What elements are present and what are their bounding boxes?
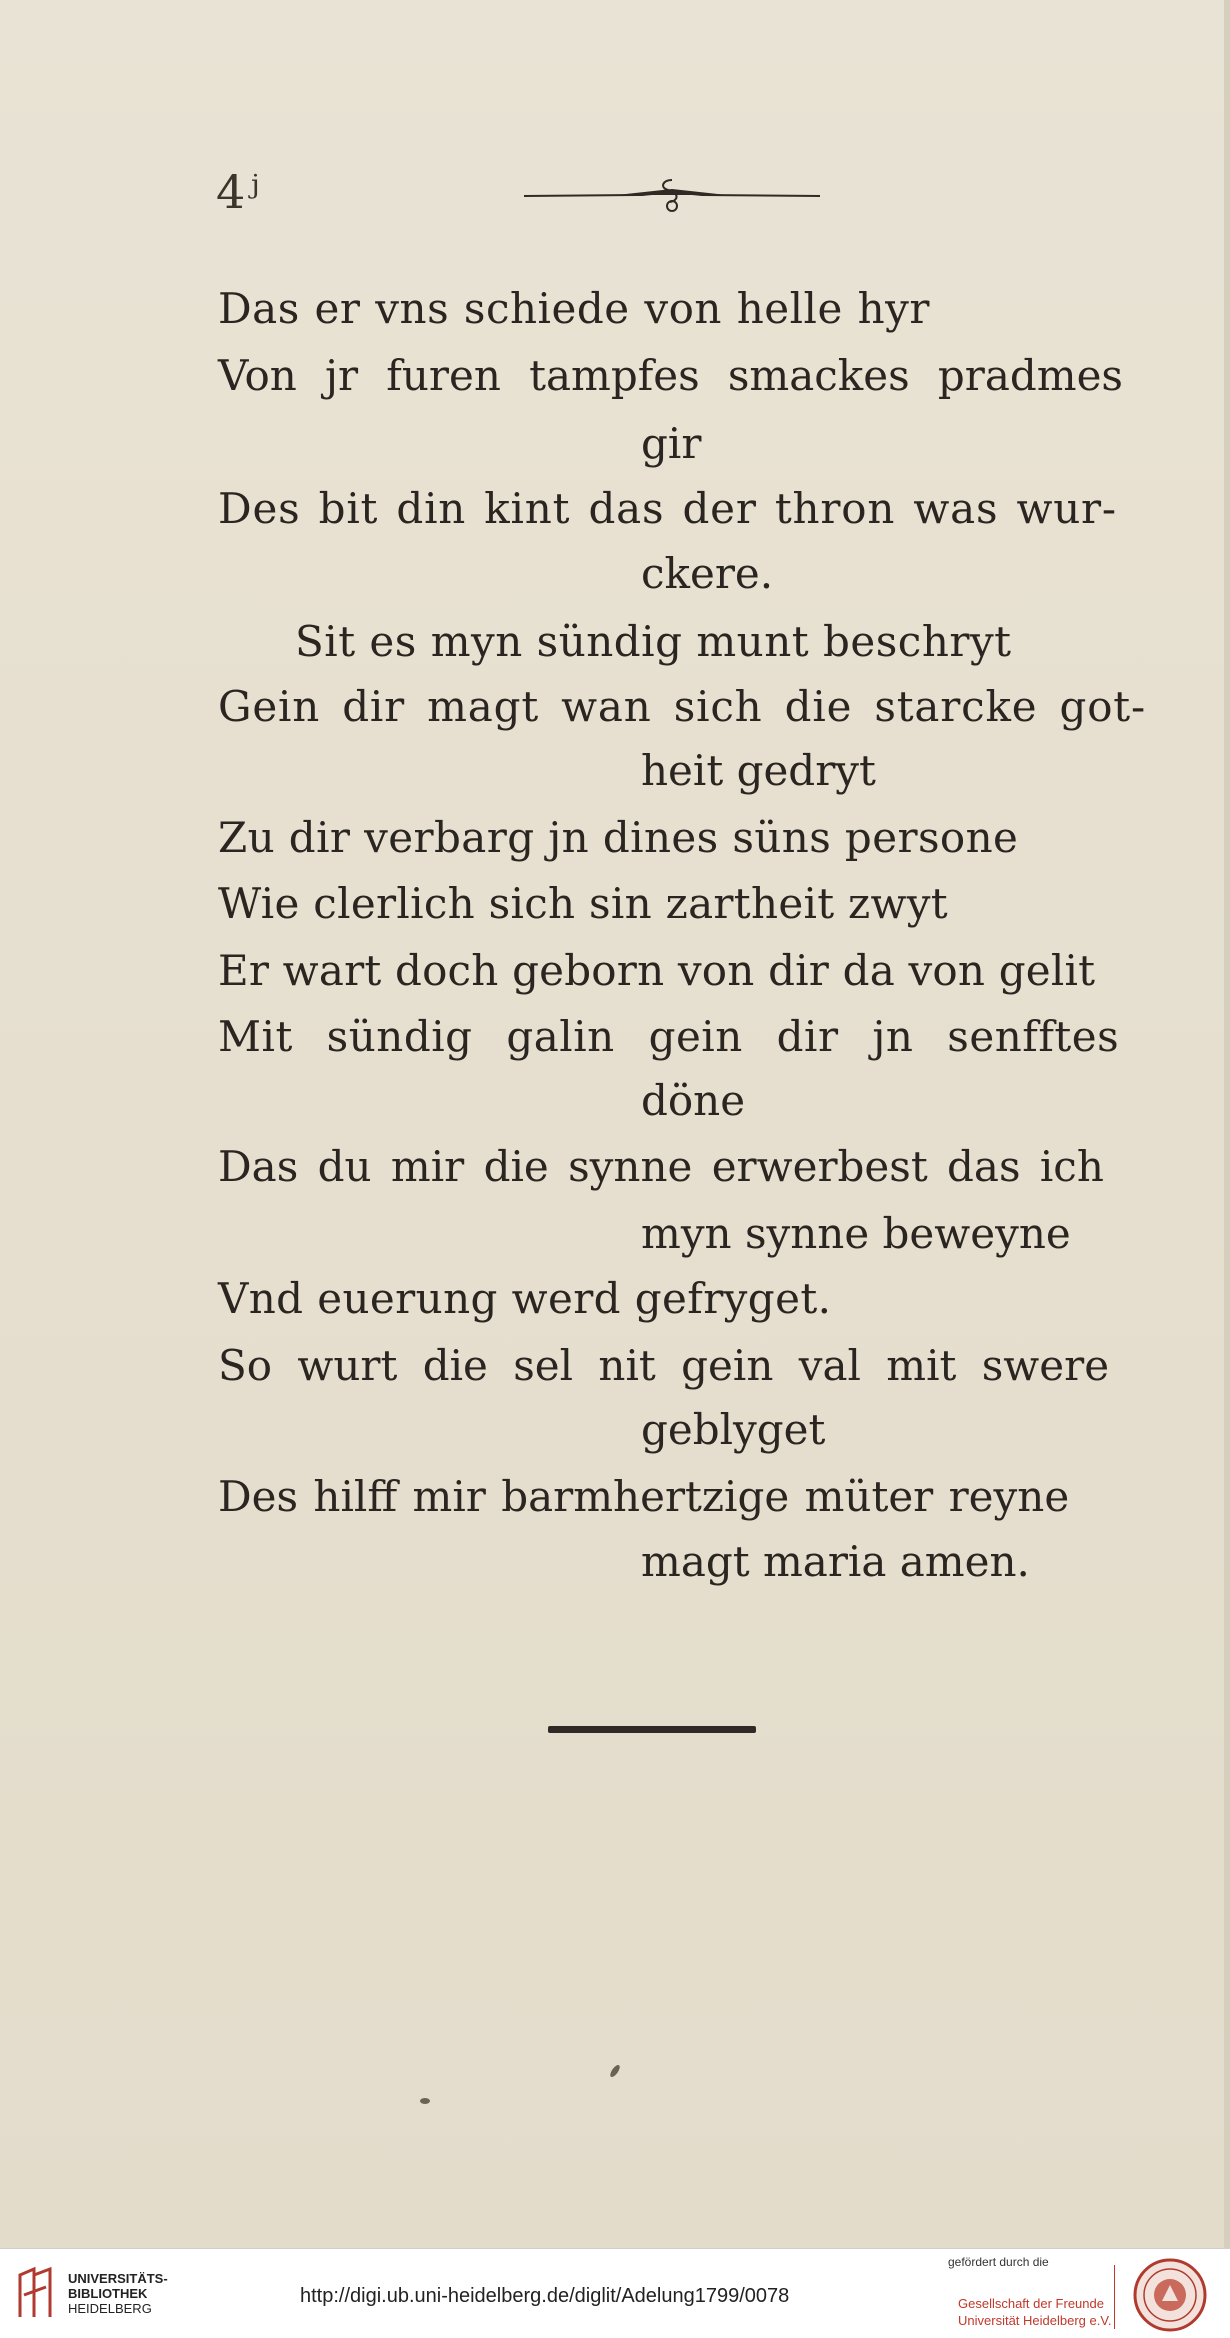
poem-line: gir	[641, 419, 702, 468]
university-seal-icon	[1132, 2257, 1208, 2333]
permalink[interactable]: http://digi.ub.uni-heidelberg.de/diglit/Adelung1799/0078	[300, 2285, 790, 2307]
poem-line: Des hilff mir barmhertzige müter reyne	[218, 1472, 1070, 1521]
poem-line: Vnd euerung werd gefryget.	[218, 1274, 832, 1323]
poem-line: Er wart doch geborn von dir da von gelit	[218, 946, 1096, 995]
poem-line: magt maria amen.	[641, 1537, 1030, 1586]
closing-rule	[548, 1726, 756, 1733]
poem-line: geblyget	[641, 1405, 826, 1454]
library-name	[68, 2271, 168, 2316]
sponsor-line: Universität Heidelberg e.V.	[958, 2313, 1112, 2328]
poem-line: Sit es myn sündig munt beschryt	[295, 617, 1012, 666]
poem-line: ckere.	[641, 549, 774, 598]
library-name-line: HEIDELBERG	[68, 2301, 152, 2316]
sponsor-name	[958, 2295, 1111, 2329]
poem-line: Das er vns schiede von helle hyr	[218, 284, 930, 333]
library-name-line: UNIVERSITÄTS-	[68, 2271, 168, 2286]
poem-line: So wurt die sel nit gein val mit swere	[218, 1341, 1110, 1390]
poem-line: Das du mir die synne erwerbest das ich	[218, 1142, 1104, 1191]
funded-by-label: gefördert durch die	[948, 2255, 1049, 2269]
poem-line: Von jr furen tampfes smackes pradmes	[218, 351, 1123, 400]
digitization-footer	[0, 2248, 1230, 2338]
library-logo-icon	[14, 2265, 60, 2321]
poem-line: Zu dir verbarg jn dines süns persone	[218, 813, 1019, 862]
ink-speck	[420, 2098, 430, 2104]
poem-line: myn synne beweyne	[641, 1209, 1071, 1258]
poem-line: Gein dir magt wan sich die starcke got-	[218, 682, 1146, 731]
page-number: 4ʲ	[216, 165, 262, 219]
library-name-line: BIBLIOTHEK	[68, 2286, 148, 2301]
poem-line: heit gedryt	[641, 746, 876, 795]
poem-line: döne	[641, 1076, 746, 1125]
sponsor-line: Gesellschaft der Freunde	[958, 2296, 1104, 2311]
poem-line: Des bit din kint das der thron was wur-	[218, 484, 1117, 533]
footer-divider	[1114, 2265, 1115, 2329]
poem-line: Wie clerlich sich sin zartheit zwyt	[218, 879, 948, 928]
poem-line: Mit sündig galin gein dir jn senfftes	[218, 1012, 1120, 1061]
